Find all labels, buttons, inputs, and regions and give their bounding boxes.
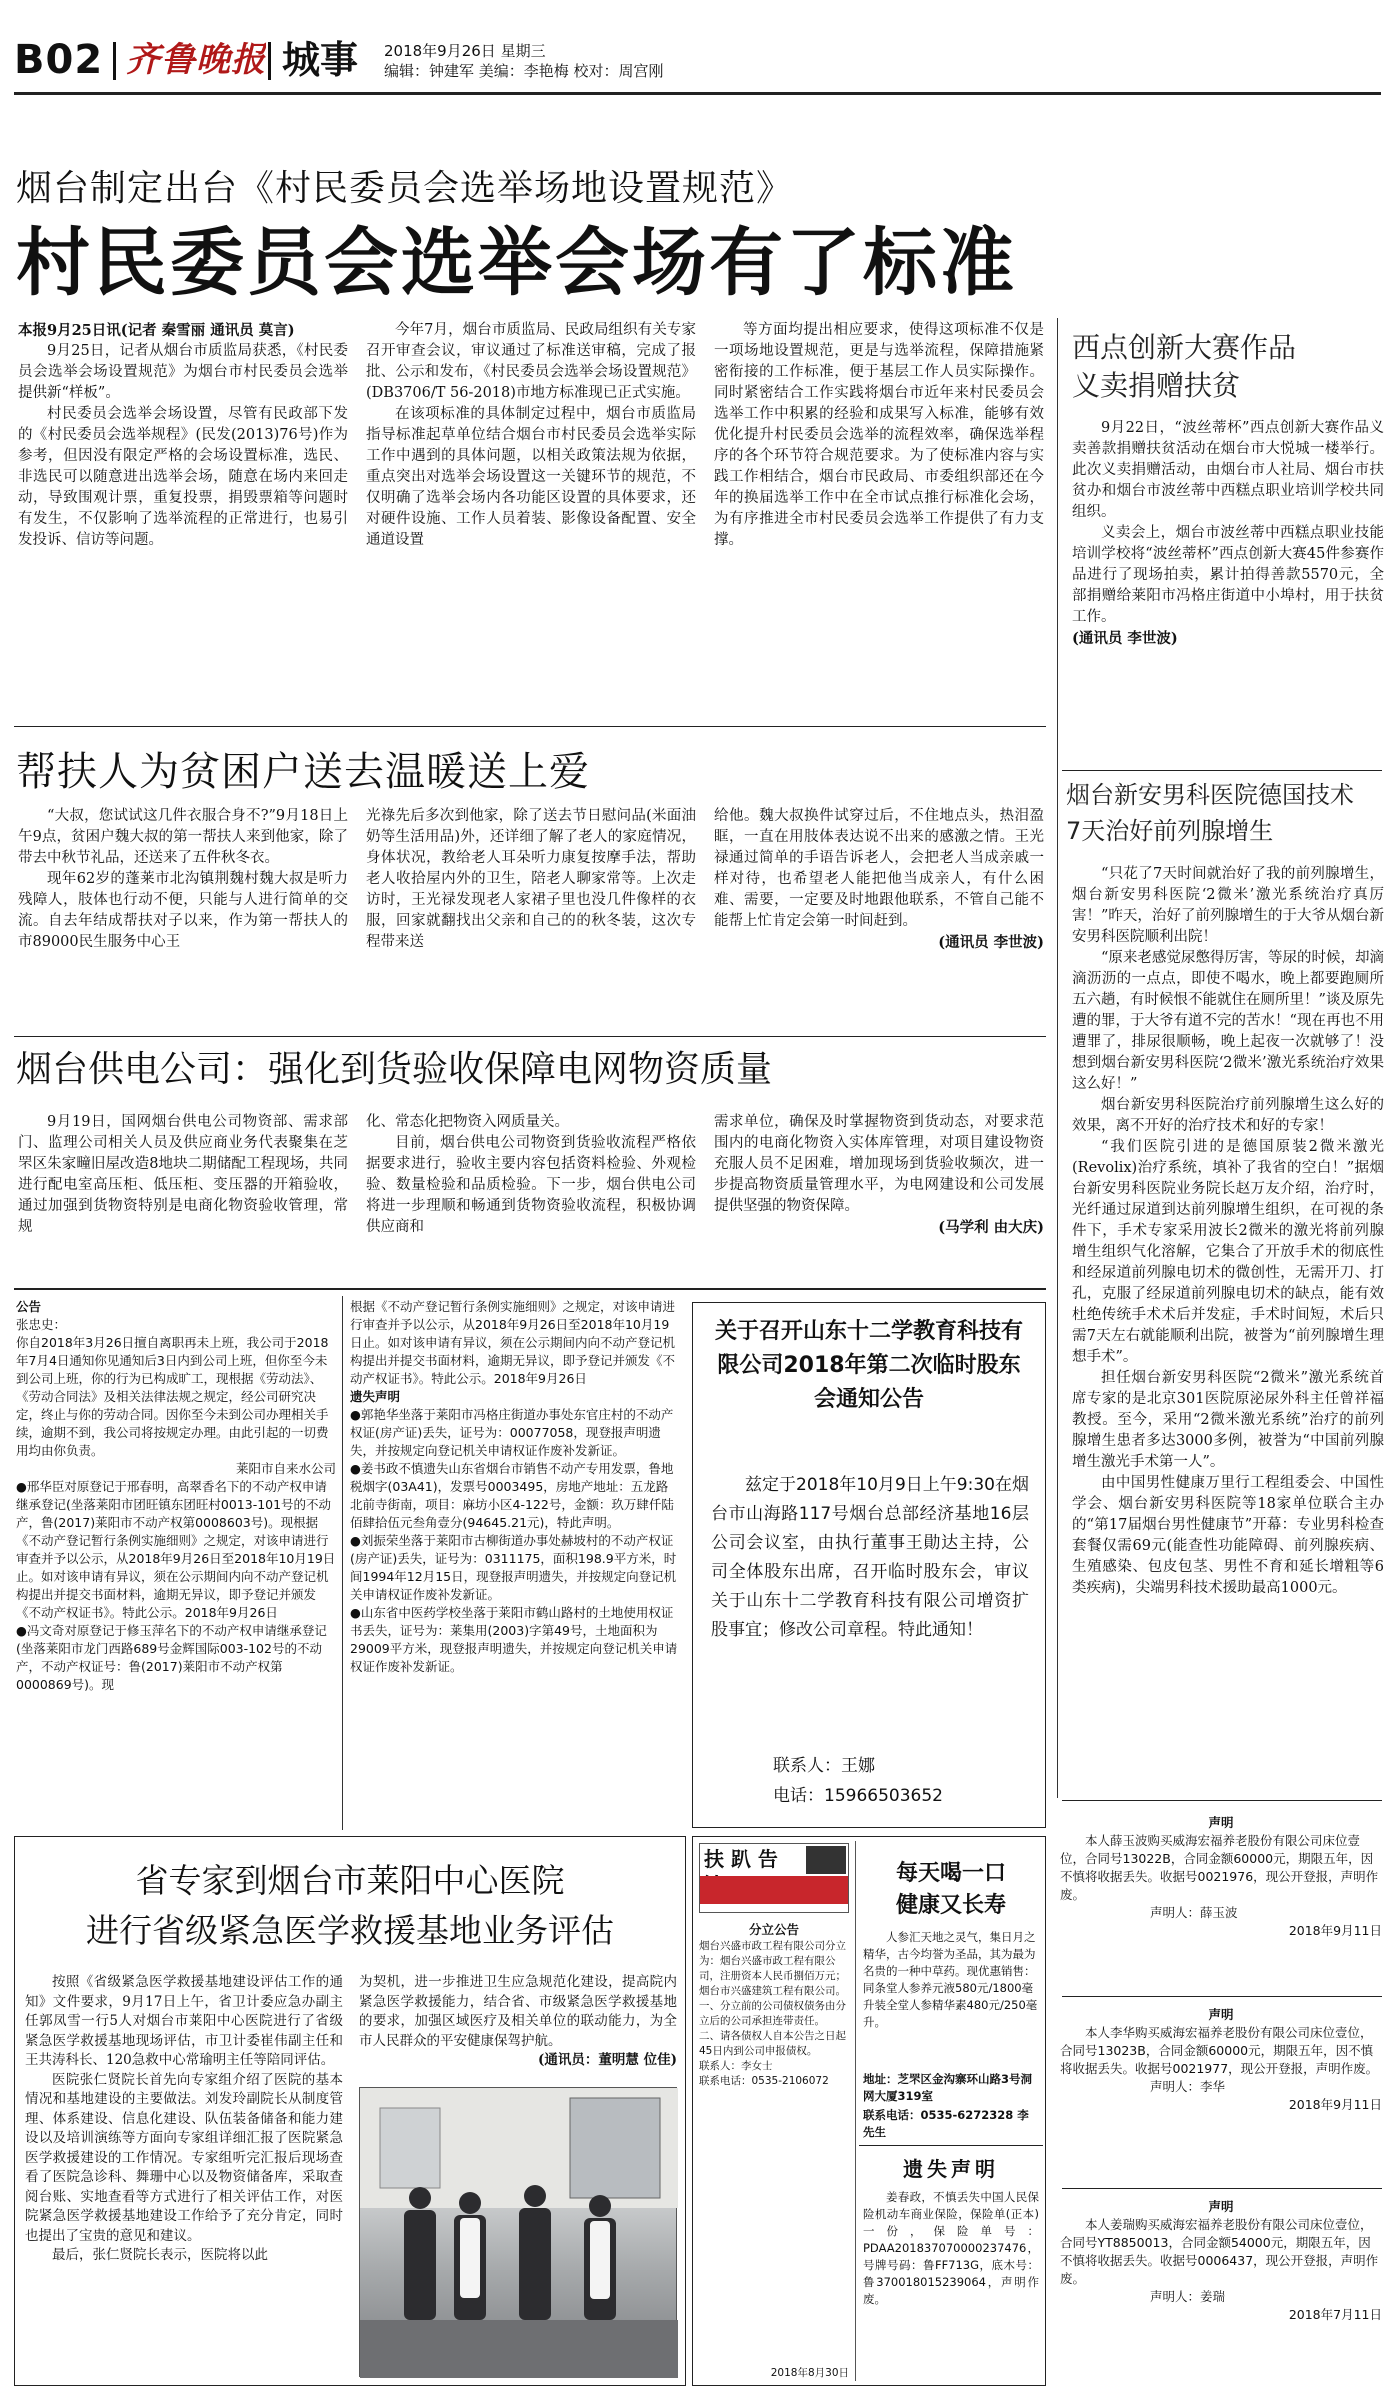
notice-text: 联系电话：0535-2106072 — [699, 2075, 829, 2087]
article-subheadline: 烟台制定出台《村民委员会选举场地设置规范》 — [16, 168, 794, 209]
paragraph: 今年7月，烟台市质监局、民政局组织有关专家召开审查会议，审议通过了标准送审稿，完成了报批、公示和发布，《村民委员会选举会场设置规范》(DB3706/T 56-2018)市地方标准现已正式实施。 — [366, 322, 696, 401]
section-rule — [1062, 1800, 1382, 1801]
page-number: B02 — [14, 38, 104, 82]
column-divider — [855, 1841, 856, 2381]
ginseng-title-line2: 健康又长寿 — [895, 1893, 1006, 1918]
ginseng-title: 每天喝一口 — [895, 1861, 1006, 1886]
paragraph: 担任烟台新安男科医院“2微米”激光系统首席专家的是北京301医院原泌尿外科主任曾祥福教授。至今，采用“2微米激光系统”治疗的前列腺增生患者多达3000多例，被誉为“中国前列腺增生激光手术第一人”。 — [1072, 1370, 1384, 1470]
notice-text: 一、分立前的公司债权债务由分立后的公司承担连带责任。 — [699, 2000, 846, 2027]
section-rule — [14, 726, 1046, 727]
split-notice-body — [699, 1939, 849, 2359]
byline: (通讯员：董明慧 位佳) — [538, 2052, 677, 2068]
notices-column-2 — [350, 1298, 680, 1828]
ginseng-body: 人参汇天地之灵气，集日月之精华，古今均誉为圣品，其为最为名贵的一种中草药。现优惠销售：同条堂人参养元液580元/1800毫升装全堂人参精华素480元/250毫升。 — [863, 1930, 1038, 2029]
hospital-column-2 — [359, 1973, 677, 2083]
paragraph: 需求单位，确保及时掌握物资到货动态，对要求范围内的电商化物资入实体库管理，对项目建设物资充服人员不足困难，增加现场到货验收频次，进一步提高物资质量管理水平，为电网建设和公司发展提供坚强的物资保障。 — [714, 1114, 1044, 1214]
byline: (马学利 由大庆) — [938, 1219, 1044, 1236]
section-name: 城事 — [282, 38, 359, 82]
ginseng-address: 地址：芝罘区金沟寨环山路3号洞网大厦319室 — [863, 2072, 1032, 2103]
declaration-title: 声明 — [1208, 2199, 1234, 2214]
declaration-title: 声明 — [1208, 1815, 1234, 1830]
declaration-body: 本人姜瑞购买威海宏福养老股份有限公司床位壹位，合同号YT8850013，合同金额54000元，期限五年，因不慎将收据丢失。收据号0006437，现公开登报，声明作废。 — [1060, 2217, 1379, 2286]
split-notice-title: 分立公告 — [748, 1922, 799, 1937]
ad-banner-red-strip — [700, 1876, 848, 1904]
paragraph: 目前，烟台供电公司物资到货验收流程严格依据要求进行，验收主要内容包括资料检验、外观检验、数量检验和品质检验。下一步，烟台供电公司将进一步理顺和畅通到货物资验收流程，积极协调供应商和 — [366, 1135, 696, 1235]
header-divider — [268, 42, 271, 80]
prostate-title: 烟台新安男科医院德国技术 — [1066, 781, 1354, 809]
power-column-1 — [18, 1112, 348, 1280]
article-column-1 — [18, 320, 348, 715]
notice-text: 二、请各债权人自本公告之日起45日内到公司申报债权。 — [699, 2030, 846, 2057]
ads-block — [692, 1836, 1046, 2386]
meeting-phone: 电话：15966503652 — [773, 1786, 943, 1806]
section-rule — [1062, 2188, 1382, 2189]
paragraph: 村民委员会选举会场设置，尽管有民政部下发的《村民委员会选举规程》(民发(2013)76号)作为参考，但因没有限定严格的会场设置标准，选民、非选民可以随意进出选举会场，随意在场内来回走动，导致围观计票，重复投票，捐毁票箱等问题时有发生，不仅影响了选举流程的正常进行，也易引发投诉、信访等问题。 — [18, 406, 348, 548]
ginseng-phone: 联系电话：0535-6272328 李先生 — [863, 2108, 1029, 2139]
declaration-title: 声明 — [1208, 2007, 1234, 2022]
aid-column-1 — [18, 806, 348, 1032]
declaration-signature: 声明人：姜瑞 — [1150, 2289, 1226, 2304]
notice-text: ●邢华臣对原登记于邢春明，高翠香名下的不动产权申请继承登记(坐落莱阳市团旺镇东团旺村0013-101号的不动产，鲁(2017)莱阳市不动产权第0008603号)。现根据《不动产登记暂行条例实施细则》之规定，对该申请进行审查并予以公示，从2018年9月26日至2018年10月19日止。如对该申请有异议，须在公示期间内向不动产登记机构提出并提交书面材料，逾期无异议，即予登记并颁发《不动产权证书》。特此公示。2018年9月26日 — [16, 1479, 336, 1620]
issue-date: 2018年9月26日 星期三 — [384, 42, 546, 60]
notice-text: 联系人：李女士 — [699, 2060, 773, 2072]
charity-title: 西点创新大赛作品 — [1072, 331, 1297, 364]
declaration-2 — [1060, 2006, 1382, 2114]
hospital-article — [14, 1836, 686, 2386]
declaration-signature: 声明人：李华 — [1150, 2079, 1226, 2094]
paragraph: 现年62岁的蓬莱市北沟镇荆魏村魏大叔是听力残障人，肢体也行动不便，只能与人进行简单的交流。自去年结成帮扶对子以来，作为第一帮扶人的市89000民生服务中心王 — [18, 871, 348, 950]
notice-text: ●山东省中医药学校坐落于莱阳市鹤山路村的土地使用权证书丢失，证号为：莱集用(2003)字第49号，土地面积为29009平方米，现登报声明遗失，并按规定向登记机关申请权证作废补发新证。 — [350, 1605, 678, 1674]
power-column-3 — [714, 1112, 1044, 1280]
notices-column-1 — [16, 1298, 336, 1828]
section-rule — [14, 1036, 1046, 1037]
editor-credits: 编辑：钟建军 美编：李艳梅 校对：周宫刚 — [384, 62, 664, 80]
paragraph: “原来老感觉尿憋得厉害，等尿的时候，却滴滴沥沥的一点点，即使不喝水，晚上都要跑厕所五六趟，有时候恨不能就住在厕所里！”谈及原先遭的罪，于大爷有道不完的苦水！“现在再也不用遭罪了，排尿很顺畅，晚上起夜一次就够了！没想到烟台新安男科医院‘2微米’激光系统治疗效果这么好！” — [1072, 950, 1384, 1092]
paragraph: 最后，张仁贤院长表示，医院将以此 — [52, 2247, 268, 2263]
charity-title-line2: 义卖捐赠扶贫 — [1072, 369, 1241, 402]
hospital-headline-line2: 进行省级紧急医学救援基地业务评估 — [86, 1911, 614, 1950]
header-rule — [14, 92, 1381, 95]
photo-illustration — [360, 2088, 678, 2378]
section-rule — [859, 2145, 1043, 2146]
notice-text: ●姜书政不慎遗失山东省烟台市销售不动产专用发票，鲁地税烟字(03A41)，发票号0003495，房地产地址：五龙路北前寺街南，项目：麻坊小区4-122号，金额：玖万肆仟陆佰肆拾伍元叁角壹分(94645.21元)，特此声明。 — [350, 1461, 674, 1530]
paragraph: 医院张仁贤院长首先向专家组介绍了医院的基本情况和基地建设的主要做法。刘发玲副院长从制度管理、体系建设、信息化建设、队伍装备储备和能力建设以及培训演练等方面向专家组详细汇报了医院紧急医学救援建设的工作情况。专家组听完汇报后现场查看了医院急诊科、舞珊中心以及物资储备库，采取查阅台账、实地查看等方式进行了相关评估工作，对医院紧急医学救援基地建设工作给予了充分肯定，同时也提出了宝贵的意见和建议。 — [25, 2071, 343, 2244]
meeting-title: 关于召开山东十二学教育科技有限公司2018年第二次临时股东会通知公告 — [714, 1319, 1023, 1412]
meeting-notice — [692, 1302, 1046, 1828]
paragraph: “只花了7天时间就治好了我的前列腺增生，烟台新安男科医院‘2微米’激光系统治疗真厉害！”昨天，治好了前列腺增生的于大爷从烟台新安男科医院顺利出院！ — [1072, 866, 1384, 945]
article-lead: 本报9月25日讯(记者 秦雪丽 通讯员 莫言) — [18, 322, 295, 339]
split-notice-date: 2018年8月30日 — [770, 2367, 849, 2379]
declaration-1 — [1060, 1814, 1382, 1940]
column-divider — [1057, 318, 1058, 1798]
power-headline: 烟台供电公司：强化到货验收保障电网物资质量 — [16, 1049, 773, 1090]
notice-signature: 莱阳市自来水公司 — [235, 1461, 336, 1476]
paragraph: 光祿先后多次到他家，除了送去节日慰问品(米面油奶等生活用品)外，还详细了解了老人的家庭情况，身体状况，教给老人耳朵听力康复按摩手法，帮助老人收拾屋内外的卫生，陪老人聊家常等。上次走访时，王光禄发现老人家裙子里也没几件像样的衣服，回家就翻找出父亲和自己的的秋冬装，这次专程带来送 — [366, 808, 696, 950]
paragraph: 化、常态化把物资入网质量关。 — [366, 1114, 569, 1130]
paragraph: 9月19日，国网烟台供电公司物资部、需求部门、监理公司相关人员及供应商业务代表聚集在芝罘区朱家疃旧屋改造8地块二期储配工程现场，共同进行配电室高压柜、低压柜、变压器的开箱验收，通过加强到货物资特别是电商化物资验收管理，常规 — [18, 1114, 348, 1235]
section-rule — [1062, 770, 1382, 771]
declaration-date: 2018年7月11日 — [1288, 2307, 1382, 2322]
paragraph: 为契机，进一步推进卫生应急规范化建设，提高院内紧急医学救援能力，结合省、市级紧急医学救援基地的要求，加强区域医疗及相关单位的联动能力，为全市人民群众的平安健康保驾护航。 — [359, 1974, 677, 2049]
declaration-body: 本人李华购买威海宏福养老股份有限公司床位壹位，合同号13023B，合同金额60000元，期限五年，因不慎将收据丢失。收据号0021977，现公开登报，声明作废。 — [1060, 2025, 1379, 2076]
meeting-contact: 联系人：王娜 — [773, 1756, 875, 1776]
hospital-headline: 省专家到烟台市莱阳中心医院 — [135, 1861, 565, 1900]
power-column-2 — [366, 1112, 696, 1280]
section-rule — [14, 1288, 1046, 1290]
byline: (通讯员 李世波) — [1072, 630, 1178, 647]
notice-text: ●冯文奇对原登记于修玉萍名下的不动产权申请继承登记(坐落莱阳市龙门西路689号金辉国际003-102号的不动产，不动产权证号：鲁(2017)莱阳市不动产权第0000869号)。现 — [16, 1623, 327, 1692]
ad-banner — [699, 1843, 849, 1913]
declaration-signature: 声明人：薛玉波 — [1150, 1905, 1238, 1920]
notice-text: 你自2018年3月26日擅自离职再未上班，我公司于2018年7月4日通知你见通知后3日内到公司上班，但你至今未到公司上班，你的行为已构成旷工，现根据《劳动法》、《劳动合同法》及相关法律法规之规定，经公司研究决定，终止与你的劳动合同。因你至今未到公司办理相关手续，逾期不到，我公司将按规定办理。由此引起的一切费用均由你负责。 — [16, 1335, 329, 1458]
meeting-body: 兹定于2018年10月9日上午9:30在烟台市山海路117号烟台总部经济基地16层公司会议室，由执行董事王勛达主持，公司全体股东出席，召开临时股东会，审议关于山东十二学教育科技有限公司增资扩股事宜；修改公司章程。特此通知！ — [711, 1475, 1029, 1640]
paragraph: 按照《省级紧急医学救援基地建设评估工作的通知》文件要求，9月17日上午，省卫计委应急办副主任郭凤雪一行5人对烟台市莱阳中心医院进行了省级紧急医学救援基地现场评估，市卫计委崔伟副主任和王共涛科长、120急救中心常瑜明主任等陪同评估。 — [25, 1974, 343, 2068]
aid-column-2 — [366, 806, 696, 1032]
article-column-2 — [366, 320, 696, 715]
declaration-3 — [1060, 2198, 1382, 2324]
aid-headline: 帮扶人为贫困户送去温暖送上爱 — [16, 749, 590, 795]
notice-text: 张忠史： — [16, 1317, 67, 1332]
ad-banner-text: 扶 趴 告 — [704, 1847, 778, 1871]
ad-banner-logo — [806, 1846, 846, 1874]
article-column-3 — [714, 320, 1044, 715]
notice-text: ●郭艳华坐落于莱阳市冯格庄街道办事处东官庄村的不动产权证(房产证)丢失，证号为：00077058，现登报声明遗失，并按规定向登记机关申请权证作废补发新证。 — [350, 1407, 674, 1458]
paragraph: 在该项标准的具体制定过程中，烟台市质监局指导标准起草单位结合烟台市村民委员会选举实际工作中遇到的具体问题，以相关政策法规为依据，重点突出对选举会场设置这一关键环节的规范，不仅明确了选举会场内各功能区设置的具体要求，还对硬件设施、工作人员着装、影像设备配置、安全通道设置 — [366, 406, 696, 548]
byline: (通讯员 李世波) — [938, 934, 1044, 951]
declaration-date: 2018年9月11日 — [1288, 1923, 1382, 1938]
charity-body — [1072, 418, 1384, 780]
notice-text: 根据《不动产登记暂行条例实施细则》之规定，对该申请进行审查并予以公示，从2018年9月26日至2018年10月19日止。如对该申请有异议，须在公示期间内向不动产登记机构提出并提交书面材料，逾期无异议，即予登记并颁发《不动产权证书》。特此公示。2018年9月26日 — [350, 1299, 676, 1386]
header-divider — [113, 42, 116, 80]
paragraph: 义卖会上，烟台市波丝蒂中西糕点职业技能培训学校将“波丝蒂杯”西点创新大赛45件参赛作品进行了现场拍卖，累计拍得善款5570元，全部捐赠给莱阳市冯格庄街道中小埠村，用于扶贫工作。 — [1072, 525, 1384, 625]
declaration-body: 本人薛玉波购买威海宏福养老股份有限公司床位壹位，合同号13022B，合同金额60000元，期限五年，因不慎将收据丢失。收据号0021976，现公开登报，声明作废。 — [1060, 1833, 1379, 1902]
paragraph: “大叔，您试试这几件衣服合身不?”9月18日上午9点，贫困户魏大叔的第一帮扶人来到他家，除了带去中秋节礼品，还送来了五件秋冬衣。 — [18, 808, 348, 866]
lost-body: 姜春政，不慎丢失中国人民保险机动车商业保险，保险单(正本)一份，保险单号：PDAA201837070000237476，号牌号码：鲁FF713G，底木号：鲁370018015239064，声明作废。 — [863, 2190, 1039, 2306]
paragraph: 由中国男性健康万里行工程组委会、中国性学会、烟台新安男科医院等18家单位联合主办的“第17届烟台男性健康节”开幕：专业男科检查套餐仅需69元(能查性功能障碍、前列腺疾病、生殖感染、包皮包茎、男性不育和延长增粗等6类疾病)，尖端男科技术援助最高1000元。 — [1072, 1475, 1384, 1596]
prostate-title-line2: 7天治好前列腺增生 — [1066, 817, 1274, 845]
notice-text: ●刘振荣坐落于莱阳市古柳街道办事处赫坡村的不动产权证(房产证)丢失，证号为：0311175，面积198.9平方米，时间1994年12月15日，现登报声明遗失，并按规定向登记机关申请权证作废补发新证。 — [350, 1533, 677, 1602]
declaration-date: 2018年9月11日 — [1288, 2097, 1382, 2112]
column-divider — [342, 1296, 343, 1830]
aid-column-3 — [714, 806, 1044, 1032]
declarations — [1052, 1800, 1388, 2386]
lost-title: 遗失声明 — [903, 2157, 999, 2181]
paragraph: 等方面均提出相应要求，使得这项标准不仅是一项场地设置规范，更是与选举流程，保障措施紧密衔接的工作标准，便于基层工作人员实际操作。同时紧密结合工作实践将烟台市近年来村民委员会选举工作中积累的经验和成果写入标准，能够有效优化提升村民委员会选举的流程效率，确保选举程序的各个环节符合规范要求。为了使标准内容与实践工作相结合，烟台市民政局、市委组织部还在今年的换届选举工作中在全市试点推行标准化会场，为有序推进全市村民委员会选举工作提供了有力支撑。 — [714, 322, 1044, 548]
hospital-photo — [359, 2087, 677, 2377]
notice-text: 烟台兴盛市政工程有限公司分立为：烟台兴盛市政工程有限公司，注册资本人民币捌佰万元；烟台市兴盛建筑工程有限公司。 — [699, 1940, 846, 1997]
notice-title: 公告 — [16, 1299, 42, 1314]
paragraph: 给他。魏大叔换件试穿过后，不住地点头，热泪盈眶，一直在用肢体表达说不出来的感激之情。王光禄通过简单的手语告诉老人，会把老人当成亲戚一样对待，也希望老人能把他当成亲人，有什么困难、需要，一定要及时地跟他联系，不管自己能不能帮上忙肯定会第一时间赶到。 — [714, 808, 1044, 929]
newspaper-logo: 齐鲁晚报 — [126, 40, 266, 80]
paragraph: 9月25日，记者从烟台市质监局获悉，《村民委员会选举会场设置规范》为烟台市村民委员会选举提供新“样板”。 — [18, 343, 348, 401]
paragraph: 9月22日，“波丝蒂杯”西点创新大赛作品义卖善款捐赠扶贫活动在烟台市大悦城一楼举行。此次义卖捐赠活动，由烟台市人社局、烟台市扶贫办和烟台市波丝蒂中西糕点职业培训学校共同组织。 — [1072, 420, 1384, 520]
notice-title: 遗失声明 — [350, 1389, 401, 1404]
prostate-body — [1072, 864, 1384, 1794]
hospital-column-1 — [25, 1973, 343, 2377]
paragraph: 烟台新安男科医院治疗前列腺增生这么好的效果，离不开好的治疗技术和好的专家！ — [1072, 1097, 1384, 1134]
section-rule — [1062, 1996, 1382, 1997]
article-headline: 村民委员会选举会场有了标准 — [16, 220, 1017, 306]
paragraph: “我们医院引进的是德国原装2微米激光(Revolix)治疗系统，填补了我省的空白！”据烟台新安男科医院业务院长赵万友介绍，治疗时，光纤通过尿道到达前列腺增生组织，在可视的条件下，手术专家采用波长2微米的激光将前列腺增生组织气化溶解，它集合了开放手术的彻底性和经尿道前列腺电切术的微创性，无需开刀、打孔，克服了经尿道前列腺电切术的缺点，能有效杜绝传统手术术后并发症，手术时间短，术后只需7天左右就能顺利出院，被誉为“前列腺增生理想手术”。 — [1072, 1139, 1384, 1365]
